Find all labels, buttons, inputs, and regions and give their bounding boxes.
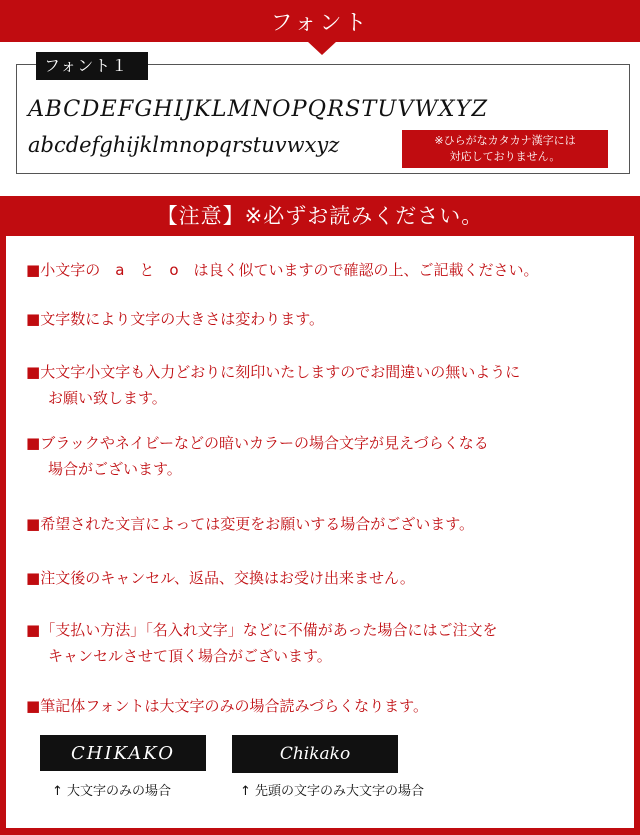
notice-rule	[26, 617, 626, 669]
header-bar	[0, 0, 640, 42]
notice-rule	[26, 693, 626, 719]
uppercase-sample-caption: ↑ 大文字のみの場合	[52, 784, 172, 799]
rule-text: 希望された文言によっては変更をお願いする場合がございます。	[40, 515, 474, 533]
uppercase-name-sample: CHIKAKO	[40, 735, 206, 771]
bullet-square-icon: ■	[26, 515, 41, 533]
bullet-square-icon: ■	[26, 434, 41, 452]
rule-text: 注文後のキャンセル、返品、交換はお受け出来ません。	[40, 569, 415, 587]
header-pointer-icon	[307, 41, 337, 55]
rule-text: 小文字の a と o は良く似ていますので確認の上、ご記載ください。	[40, 261, 539, 279]
bullet-square-icon: ■	[26, 697, 41, 715]
header-title: フォント	[270, 10, 370, 36]
kana-note-line2: 対応しておりません。	[449, 150, 561, 163]
notice-rule	[26, 565, 626, 591]
rule-text-continued: お願い致します。	[48, 389, 167, 407]
notice-rule	[26, 511, 626, 537]
rule-text: 「支払い方法」「名入れ文字」などに不備があった場合にはご注文を	[40, 621, 498, 639]
mixed-case-sample-caption: ↑ 先頭の文字のみ大文字の場合	[240, 784, 425, 799]
rule-text: ブラックやネイビーなどの暗いカラーの場合文字が見えづらくなる	[40, 434, 489, 452]
rule-text: 大文字小文字も入力どおりに刻印いたしますのでお間違いの無いように	[40, 363, 521, 381]
kana-note-line1: ※ひらがなカタカナ漢字には	[434, 134, 576, 147]
mixed-case-name-sample: Chikako	[232, 735, 398, 773]
font-label: フォント１	[36, 52, 148, 80]
uppercase-script-sample: ABCDEFGHIJKLMNOPQRSTUVWXYZ	[28, 97, 489, 122]
notice-rule	[26, 430, 626, 482]
bullet-square-icon: ■	[26, 261, 41, 279]
bullet-square-icon: ■	[26, 621, 41, 639]
notice-rule	[26, 257, 626, 283]
notice-rule	[26, 306, 626, 332]
rule-text: 文字数により文字の大きさは変わります。	[40, 310, 324, 328]
rule-text: 筆記体フォントは大文字のみの場合読みづらくなります。	[40, 697, 428, 715]
bullet-square-icon: ■	[26, 569, 41, 587]
lowercase-script-sample: abcdefghijklmnopqrstuvwxyz	[28, 133, 340, 157]
kana-support-note	[402, 130, 608, 168]
bullet-square-icon: ■	[26, 310, 41, 328]
bullet-square-icon: ■	[26, 363, 41, 381]
rule-text-continued: キャンセルさせて頂く場合がございます。	[48, 647, 332, 665]
rule-text-continued: 場合がございます。	[48, 460, 182, 478]
notice-title: 【注意】※必ずお読みください。	[156, 204, 484, 228]
notice-rule	[26, 359, 626, 411]
